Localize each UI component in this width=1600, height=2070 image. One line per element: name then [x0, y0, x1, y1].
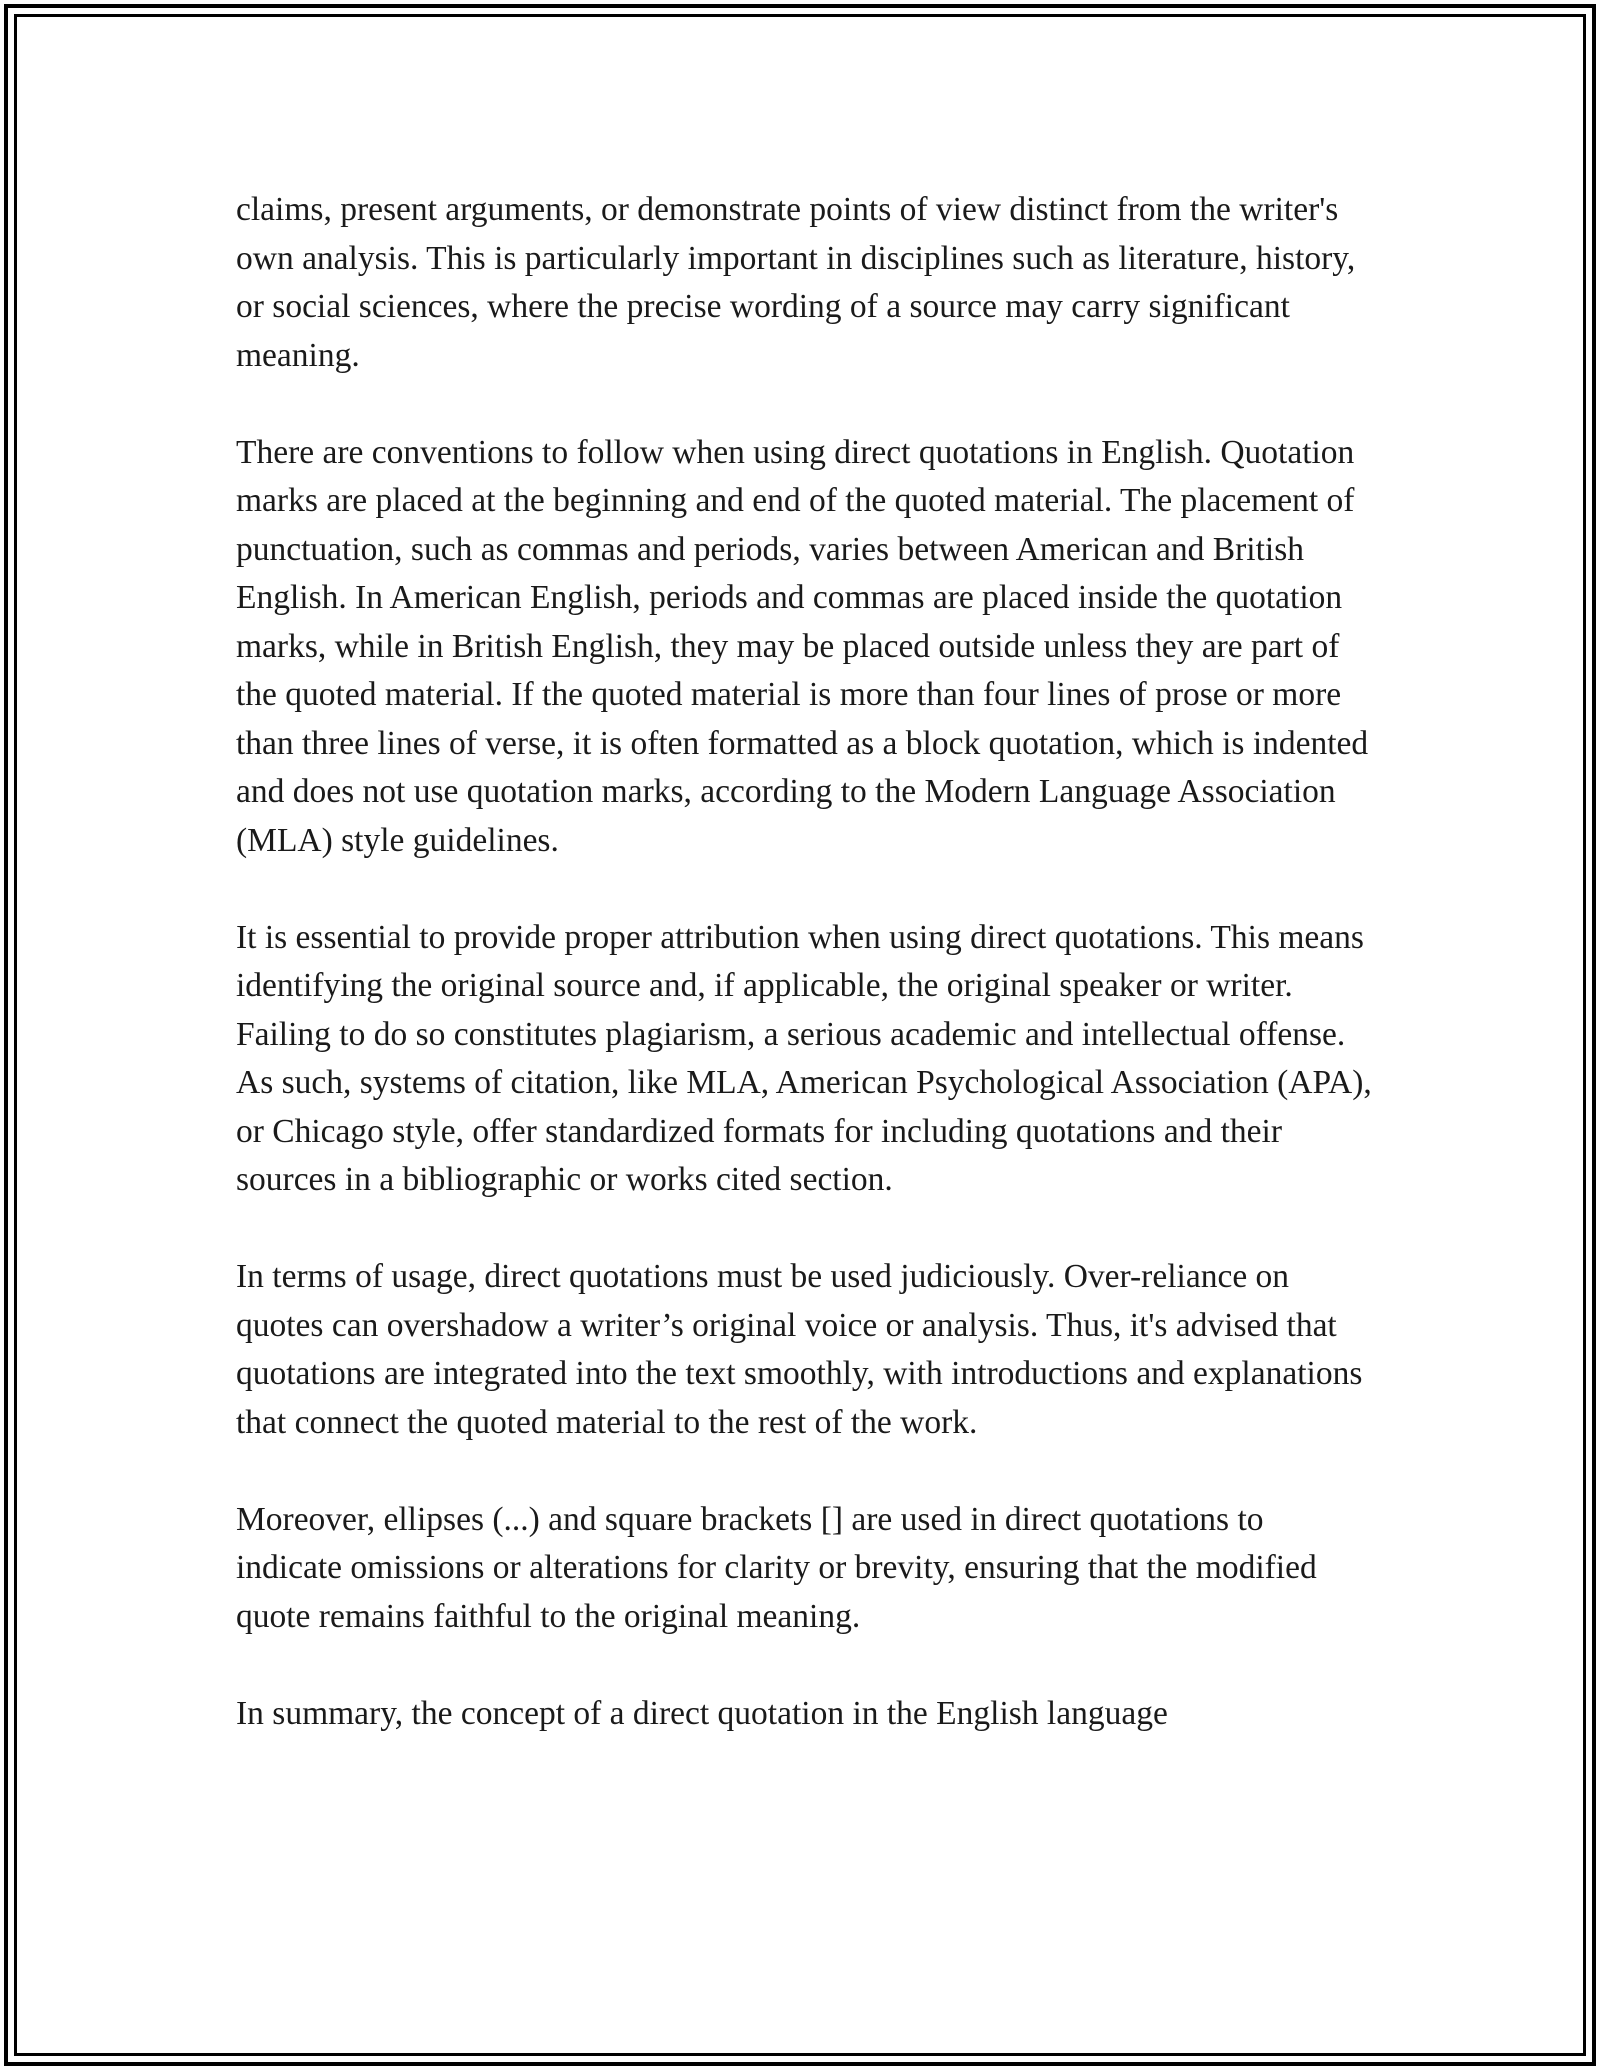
paragraph-quotation-purpose: claims, present arguments, or demonstrate points of view distinct from the writer's own analysis. This is particularly important in disciplines such as literature, history, or social sciences, where the precise wording of a source may carry significant meaning.	[236, 191, 1356, 374]
paragraph-attribution: It is essential to provide proper attribution when using direct quotations. This means identifying the original source and, if applicable, the original speaker or writer. Failing to do so constitutes plagiarism, a serious academic and intellectual offense. As such, systems of citation, like MLA, American Psychological Association (APA), or Chicago style, offer standardized formats for including quotations and their sources in a bibliographic or works cited section.	[236, 918, 1372, 1198]
paragraph-summary: In summary, the concept of a direct quotation in the English language	[236, 1694, 1168, 1732]
document-body	[236, 186, 1376, 1738]
paragraph-usage: In terms of usage, direct quotations must be used judiciously. Over-reliance on quotes can overshadow a writer’s original voice or analysis. Thus, it's advised that quotations are integrated into the text smoothly, with introductions and explanations that connect the quoted material to the rest of the work.	[236, 1258, 1363, 1441]
paragraph-quotation-conventions: There are conventions to follow when using direct quotations in English. Quotation marks are placed at the beginning and end of the quoted material. The placement of punctuation, such as commas and periods, varies between American and British English. In American English, periods and commas are placed inside the quotation marks, while in British English, they may be placed outside unless they are part of the quoted material. If the quoted material is more than four lines of prose or more than three lines of verse, it is often formatted as a block quotation, which is indented and does not use quotation marks, according to the Modern Language Association (MLA) style guidelines.	[236, 433, 1369, 859]
paragraph-ellipses-brackets: Moreover, ellipses (...) and square brackets [] are used in direct quotations to indicate omissions or alterations for clarity or brevity, ensuring that the modified quote remains faithful to the original meaning.	[236, 1500, 1317, 1635]
